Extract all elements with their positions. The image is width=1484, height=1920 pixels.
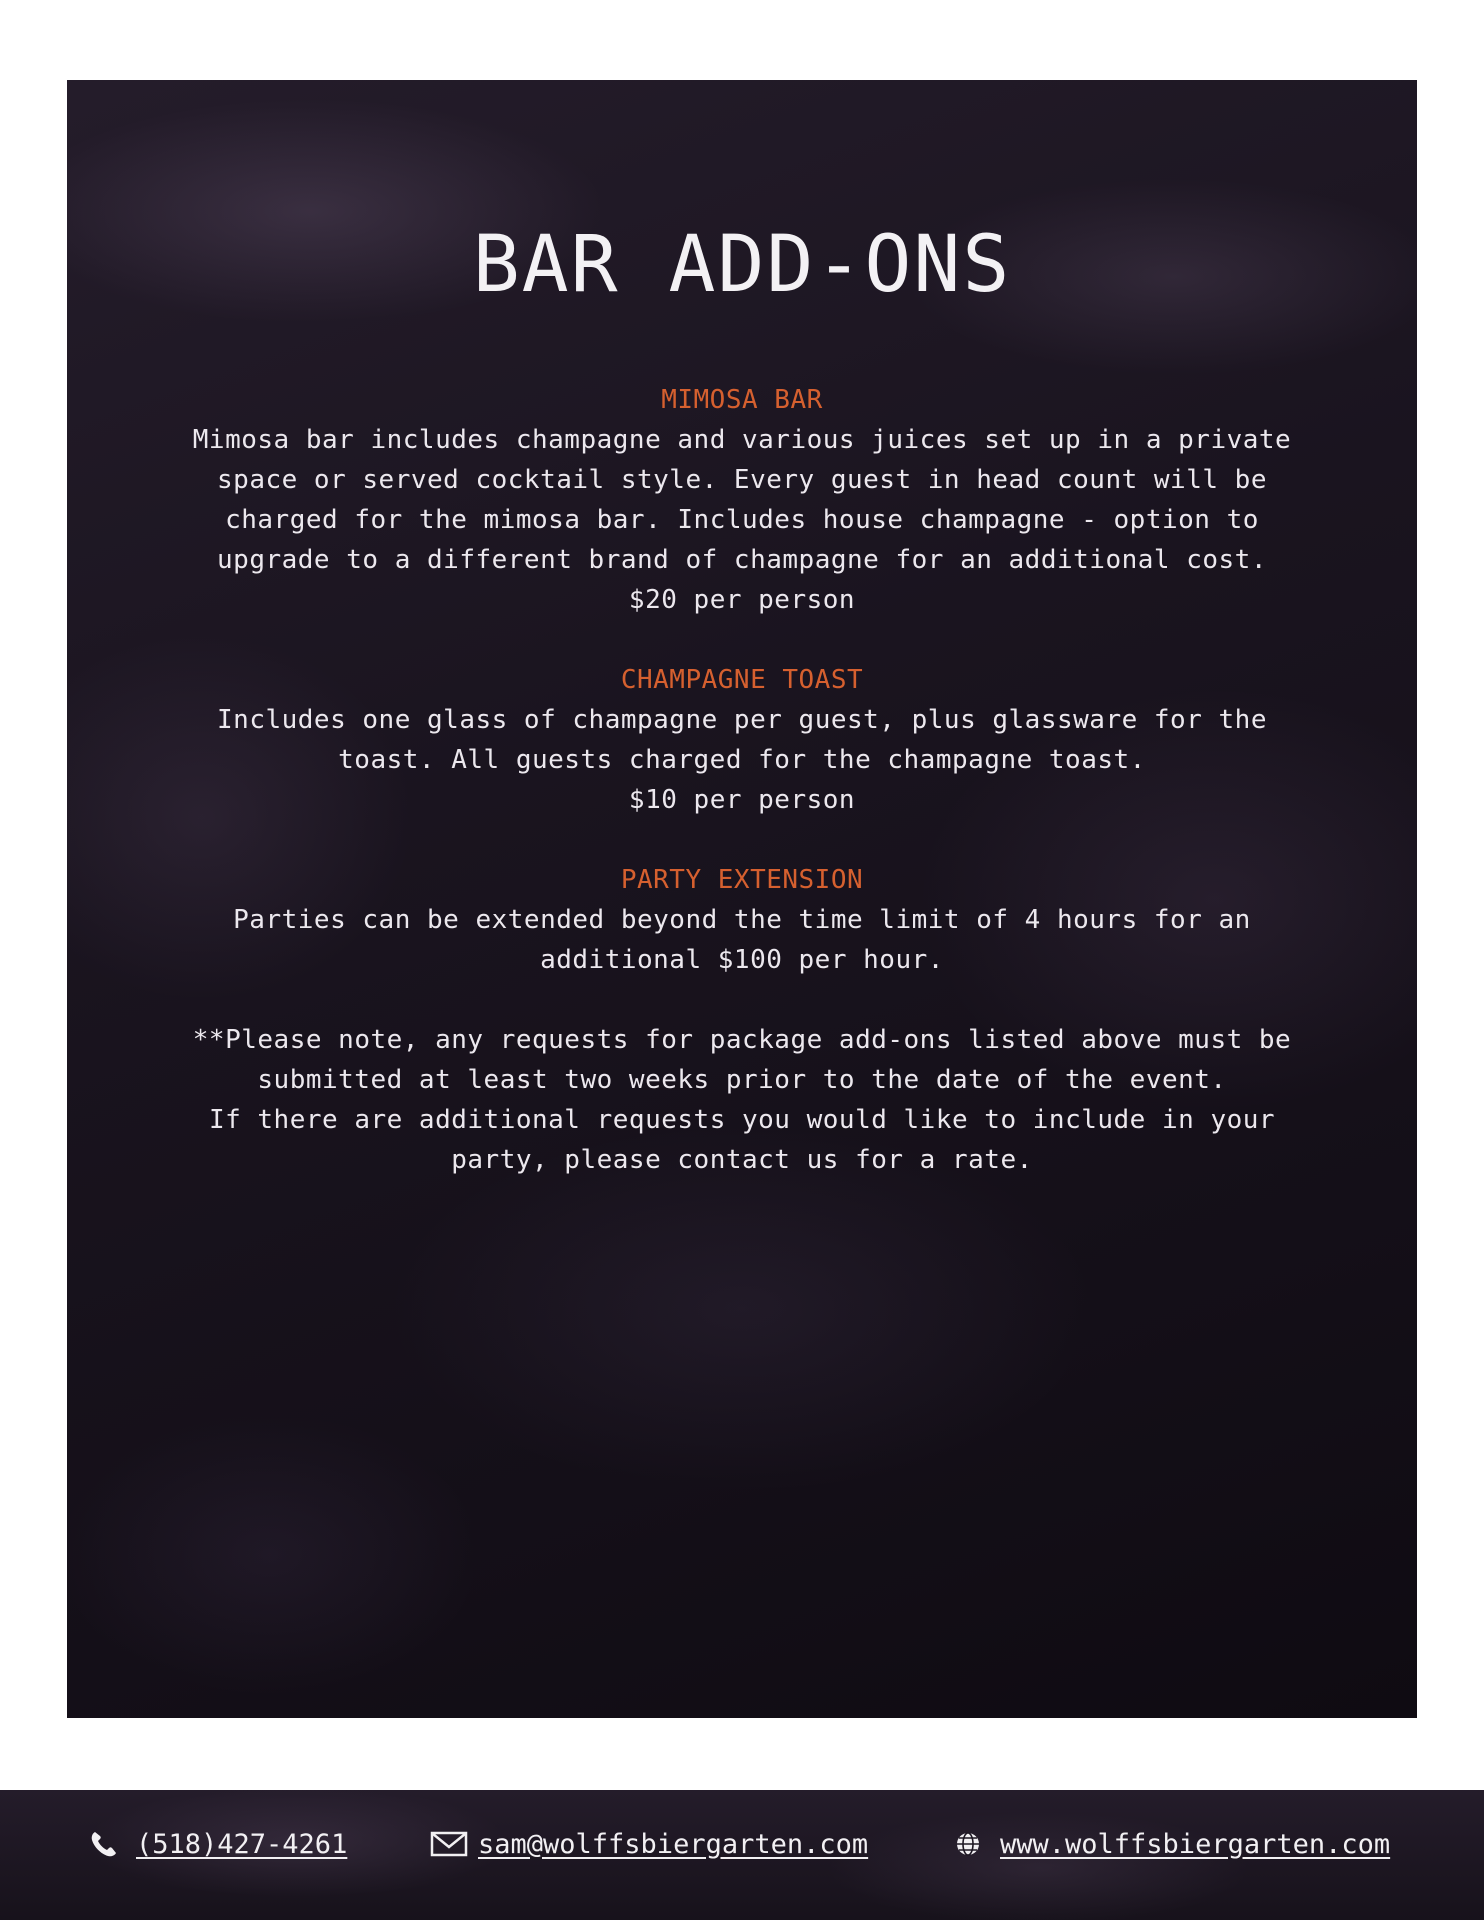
email-link[interactable]: sam@wolffsbiergarten.com: [478, 1828, 869, 1860]
section-line: additional $100 per hour.: [540, 945, 944, 975]
section-line: Includes one glass of champagne per guest, plus glassware for the: [217, 705, 1267, 735]
website-contact[interactable]: [952, 1828, 1390, 1860]
phone-icon: [88, 1828, 120, 1860]
globe-icon: [952, 1828, 984, 1860]
section-heading: PARTY EXTENSION: [620, 865, 864, 895]
section-line: Parties can be extended beyond the time limit of 4 hours for an: [233, 905, 1251, 935]
phone-contact[interactable]: [88, 1828, 347, 1860]
note-line: submitted at least two weeks prior to the date of the event.: [257, 1065, 1227, 1095]
page-title: BAR ADD-ONS: [472, 220, 1012, 310]
email-contact[interactable]: [430, 1828, 868, 1860]
phone-link[interactable]: (518)427-4261: [136, 1828, 348, 1860]
section-price: $20 per person: [628, 585, 856, 615]
note-line: **Please note, any requests for package add-ons listed above must be: [192, 1025, 1292, 1055]
note-block: [127, 1020, 1357, 1180]
note-line: party, please contact us for a rate.: [451, 1145, 1033, 1175]
section-line: toast. All guests charged for the champagne toast.: [338, 745, 1146, 775]
section-party-extension: [127, 860, 1357, 980]
website-link[interactable]: www.wolffsbiergarten.com: [1000, 1828, 1391, 1860]
note-line: If there are additional requests you would like to include in your: [208, 1105, 1276, 1135]
section-line: space or served cocktail style. Every guest in head count will be: [217, 465, 1267, 495]
section-mimosa-bar: [127, 380, 1357, 620]
section-line: charged for the mimosa bar. Includes house champagne - option to: [225, 505, 1259, 535]
section-line: Mimosa bar includes champagne and various juices set up in a private: [192, 425, 1292, 455]
section-heading: MIMOSA BAR: [661, 385, 823, 415]
contact-footer: [0, 1790, 1484, 1920]
content: [127, 380, 1357, 1220]
section-heading: CHAMPAGNE TOAST: [620, 665, 864, 695]
section-price: $10 per person: [628, 785, 856, 815]
menu-panel: [67, 80, 1417, 1718]
envelope-icon: [430, 1828, 462, 1860]
section-line: upgrade to a different brand of champagne for an additional cost.: [217, 545, 1267, 575]
section-champagne-toast: [127, 660, 1357, 820]
